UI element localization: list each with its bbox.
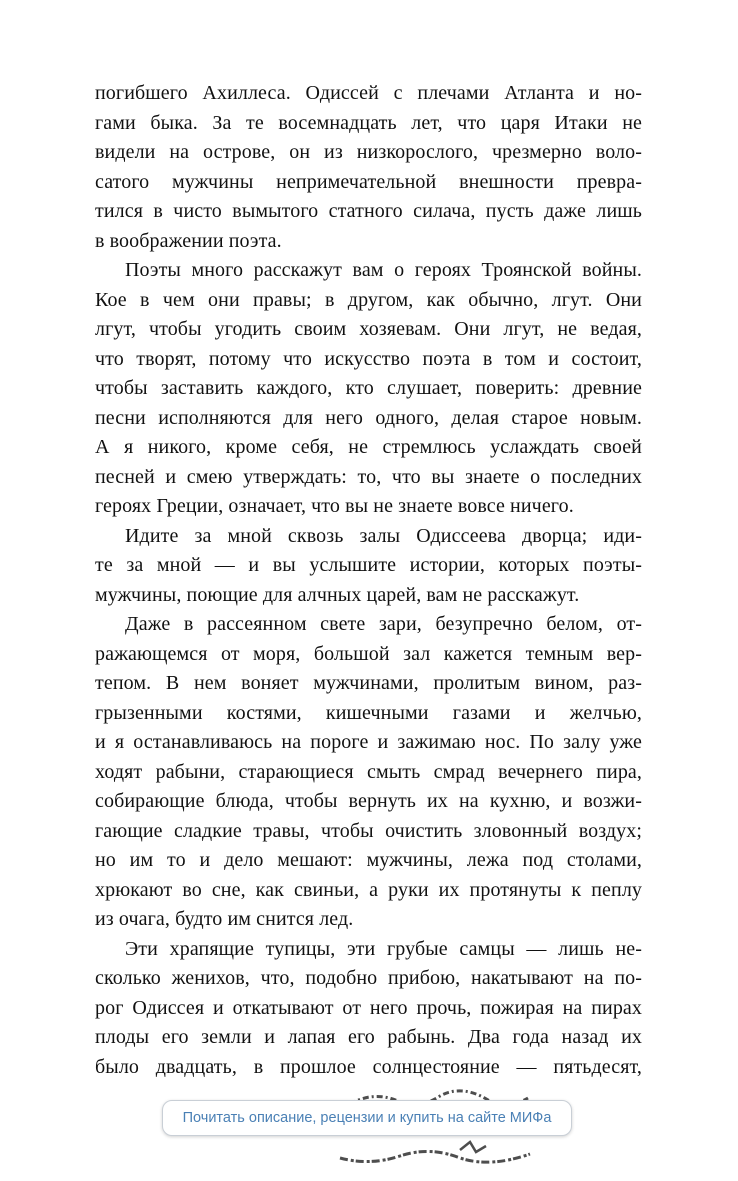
- book-page-text: [95, 79, 642, 1082]
- text-line: Кое в чем они правы; в другом, как обычно, лгут. Они: [95, 288, 642, 311]
- text-line: плоды его земли и лапая его рабынь. Два года назад их: [95, 1026, 642, 1048]
- text-line: героях Греции, означает, что вы не знаете вовсе ничего.: [95, 495, 574, 517]
- text-line: чтобы заставить каждого, кто слушает, поверить: древние: [95, 377, 642, 399]
- text-line: и я останавливаюсь на пороге и зажимаю нос. По залу уже: [95, 731, 642, 753]
- text-line: песни исполняются для него одного, делая старое новым.: [95, 406, 642, 429]
- text-line: ражающемся от моря, большой зал кажется темным вер-: [95, 642, 642, 665]
- promo-link-button[interactable]: [162, 1100, 572, 1136]
- text-line: грызенными костями, кишечными газами и желчью,: [95, 701, 642, 724]
- text-line: видели на острове, он из низкорослого, чрезмерно воло-: [95, 141, 642, 163]
- text-line: в воображении поэта.: [95, 229, 282, 252]
- text-line: лгут, чтобы угодить своим хозяевам. Они лгут, не ведая,: [95, 318, 642, 340]
- paragraph-2: [95, 256, 642, 522]
- paragraph-3: [95, 522, 642, 611]
- text-line: гами быка. За те восемнадцать лет, что царя Итаки не: [95, 111, 642, 134]
- text-line: было двадцать, в прошлое солнцестояние — пятьдесят,: [95, 1055, 642, 1078]
- text-line: Поэты много расскажут вам о героях Троянской войны.: [125, 259, 642, 281]
- promo-link-label: Почитать описание, рецензии и купить на сайте МИФа: [182, 1110, 552, 1126]
- text-line: песней и смею утверждать: то, что вы знаете о последних: [95, 465, 642, 488]
- text-line: что творят, потому что искусство поэта в том и состоит,: [95, 347, 642, 370]
- text-line: сатого мужчины непримечательной внешности превра-: [95, 170, 642, 193]
- text-line: но им то и дело мешают: мужчины, лежа под столами,: [95, 849, 642, 871]
- paragraph-1: [95, 79, 642, 256]
- text-line: тился в чисто вымытого статного силача, пусть даже лишь: [95, 200, 642, 222]
- paragraph-5: [95, 935, 642, 1083]
- text-line: те за мной — и вы услышите истории, которых поэты-: [95, 554, 642, 576]
- text-line: погибшего Ахиллеса. Одиссей с плечами Атланта и но-: [95, 82, 642, 104]
- text-line: собирающие блюда, чтобы вернуть их на кухню, и возжи-: [95, 790, 642, 812]
- paragraph-4: [95, 610, 642, 935]
- text-line: Идите за мной сквозь залы Одиссеева дворца; иди-: [125, 524, 642, 547]
- text-line: мужчины, поющие для алчных царей, вам не расскажут.: [95, 583, 580, 606]
- text-line: тепом. В нем воняет мужчинами, пролитым вином, раз-: [95, 672, 642, 694]
- text-line: Эти храпящие тупицы, эти грубые самцы — лишь не-: [125, 937, 642, 960]
- text-line: хрюкают во сне, как свиньи, а руки их протянуты к пеплу: [95, 878, 642, 901]
- text-line: из очага, будто им снится лед.: [95, 908, 354, 930]
- text-line: А я никого, кроме себя, не стремлюсь услаждать своей: [95, 436, 642, 458]
- text-line: Даже в рассеянном свете зари, безупречно белом, от-: [125, 613, 642, 635]
- text-line: рог Одиссея и откатывают от него прочь, пожирая на пирах: [95, 996, 642, 1019]
- text-line: ходят рабыни, старающиеся смыть смрад вечернего пира,: [95, 760, 642, 783]
- text-line: гающие сладкие травы, чтобы очистить зловонный воздух;: [95, 819, 642, 842]
- text-line: сколько женихов, что, подобно прибою, накатывают на по-: [95, 967, 642, 989]
